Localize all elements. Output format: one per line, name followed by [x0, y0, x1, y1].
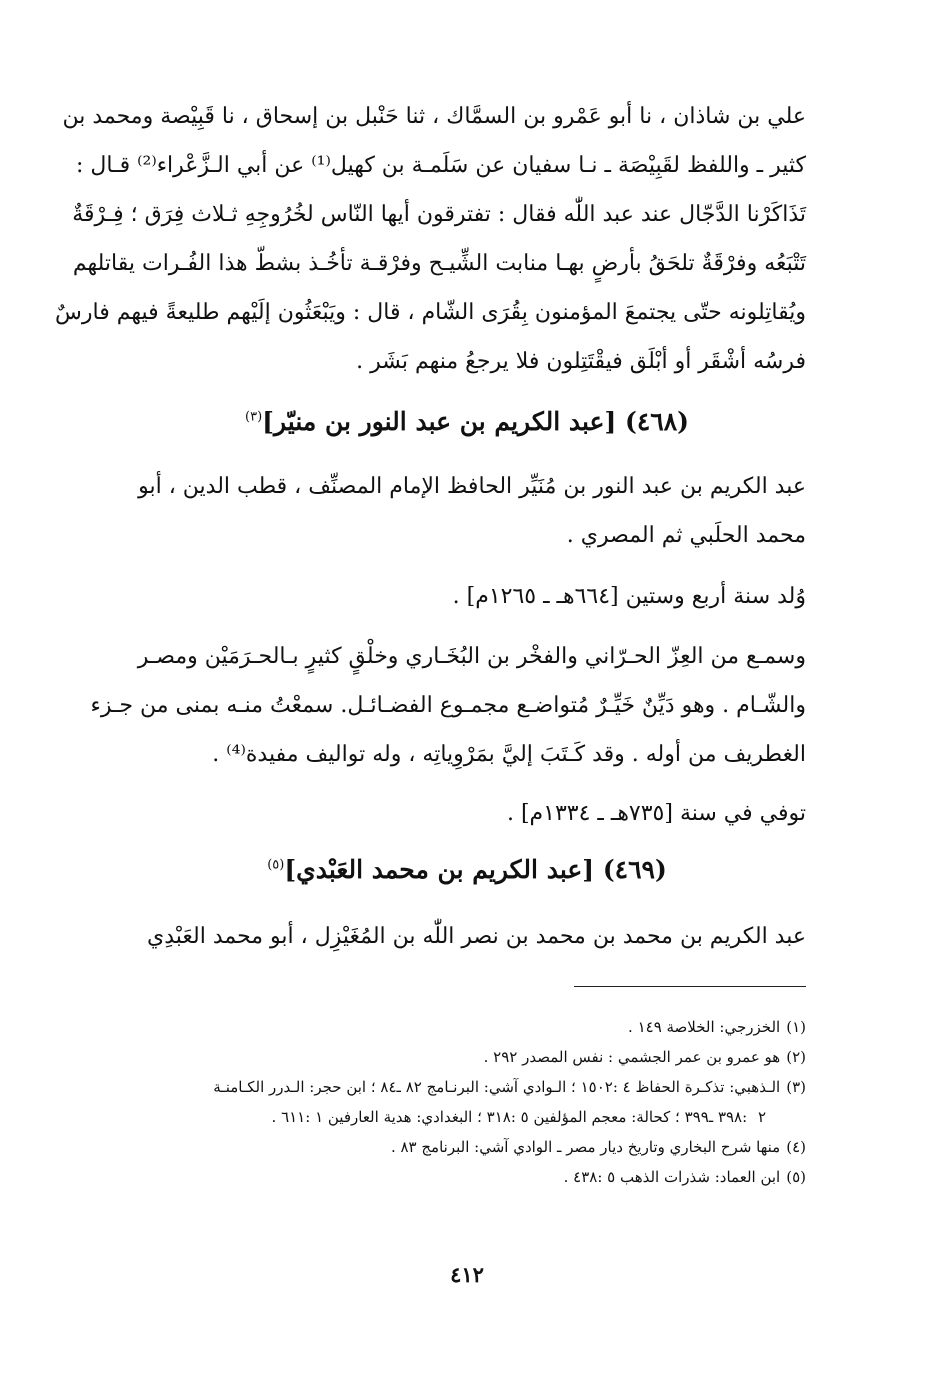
footnote-3	[66, 1072, 806, 1102]
text-line: كثير ـ واللفظ لقَبِيْصَة ـ نـا سفيان عن سَلَمـة بن كهيل⁽¹⁾ عن أبي الـزَّعْراء⁽²⁾ قـال :	[76, 153, 806, 178]
footnote-ref: (٥)	[267, 857, 285, 873]
footnote-5	[66, 1162, 806, 1192]
footnote-text: الـذهبي: تذكـرة الحفاظ ٤ :١٥٠٢ ؛ الـوادي آشي: البرنـامج ٨٢ ـ٨٤ ؛ ابن حجر: الـدرر الكـامنـة	[213, 1078, 781, 1096]
footnote-1	[66, 1012, 806, 1042]
footnote-text: الخزرجي: الخلاصة ١٤٩ .	[628, 1018, 781, 1036]
paragraph-birth	[116, 572, 806, 621]
paragraph-hadith	[55, 92, 806, 386]
text-line: وسمـع من العِزّ الحـرّاني والفخْر بن البُخَـاري وخلْقٍ كثيرٍ بـالحـرَمَيْن ومصـر	[137, 644, 806, 669]
paragraph-teachers	[90, 632, 806, 779]
footnote-4	[66, 1132, 806, 1162]
footnote-number: (٣)	[786, 1078, 806, 1096]
text-line: محمد الحلَبي ثم المصري .	[566, 523, 806, 548]
footnote-text: منها شرح البخاري وتاريخ ديار مصر ـ الوادي آشي: البرنامج ٨٣ .	[390, 1138, 781, 1156]
text-line: عبد الكريم بن عبد النور بن مُنَيِّر الحافظ الإمام المصنِّف ، قطب الدين ، أبو	[138, 474, 806, 499]
paragraph-biography	[116, 462, 806, 560]
footnote-2	[66, 1042, 806, 1072]
footnote-text: هو عمرو بن عمر الجشمي : نفس المصدر ٢٩٢ .	[483, 1048, 781, 1066]
footnote-number: (٥)	[786, 1168, 806, 1186]
paragraph-abdi	[116, 912, 806, 961]
text-line: عبد الكريم بن محمد بن محمد بن نصر اللّٰه بن المُغَيْزِل ، أبو محمد العَبْدِي	[146, 924, 806, 949]
footnote-divider	[574, 986, 806, 987]
text-line: توفي في سنة [٧٣٥هـ ـ ١٣٣٤م] .	[506, 801, 806, 826]
footnote-number: (٢)	[786, 1048, 806, 1066]
heading-text: (٤٦٩) [عبد الكريم بن محمد العَبْدي]	[284, 855, 667, 884]
heading-text: (٤٦٨) [عبد الكريم بن عبد النور بن منيّر]	[262, 407, 689, 436]
footnote-text: ٢ :٣٩٨ ـ٣٩٩ ؛ كحالة: معجم المؤلفين ٥ :٣١٨ ؛ البغدادي: هدية العارفين ١ :٦١١ .	[271, 1108, 766, 1126]
text-line: فرسُه أشْقَر أو أبْلَق فيقْتَتِلون فلا يرجعُ منهم بَشَر .	[356, 349, 806, 374]
footnote-number: (١)	[786, 1018, 806, 1036]
page-number: ٤١٢	[450, 1262, 484, 1287]
text-line: تَتْبَعُه وفرْقَةٌ تلحَقُ بأرضٍ بهـا منابت الشِّيـح وفرْقـة تأخُـذ بشطّ هذا الفُـرات يقاتلهم	[72, 251, 806, 276]
paragraph-death	[116, 789, 806, 838]
text-line: ويُقاتِلونه حتّى يجتمعَ المؤمنون بِقُرَى الشّام ، قال : ويَبْعَثُون إلَيْهم طليعةً فيهم فارسٌ	[55, 300, 806, 325]
footnote-number: (٤)	[786, 1138, 806, 1156]
footnote-3-continued	[66, 1102, 806, 1132]
footnotes	[66, 1012, 806, 1192]
text-line: تَذَاكَرْنا الدَّجّال عند عبد اللّٰه فقال : تفترقون أيها النّاس لخُرُوجِهِ ثـلاث فِرَق ؛ فِـرْقَةٌ	[72, 202, 806, 227]
footnote-text: ابن العماد: شذرات الذهب ٥ :٤٣٨ .	[563, 1168, 781, 1186]
footnote-ref: (٣)	[245, 409, 263, 425]
entry-heading-468	[0, 402, 934, 442]
text-line: والشّـام . وهو دَيِّنٌ خَيِّـرٌ مُتواضـع مجمـوع الفضـائـل. سمعْتُ منـه بمنى من جـزء	[90, 693, 806, 718]
text-line: علي بن شاذان ، نا أبو عَمْرو بن السمَّاك ، ثنا حَنْبل بن إسحاق ، نا قَبِيْصة ومحمد بن	[62, 104, 806, 129]
entry-heading-469	[0, 850, 934, 890]
text-line: الغطريف من أوله . وقد كَـتَبَ إليَّ بمَرْوِياتِه ، وله تواليف مفيدة⁽⁴⁾ .	[212, 742, 806, 767]
text-line: وُلد سنة أربع وستين [٦٦٤هـ ـ ١٢٦٥م] .	[452, 584, 806, 609]
